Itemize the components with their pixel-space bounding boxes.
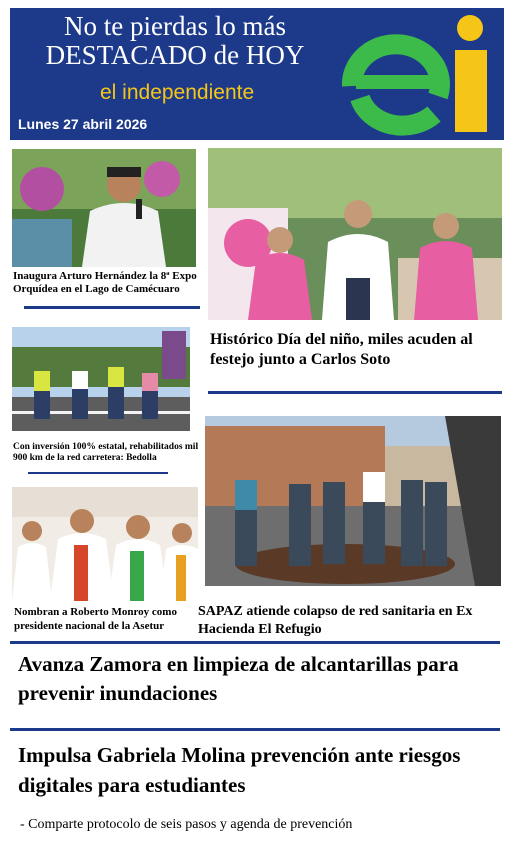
group-portrait-photo[interactable] [12, 487, 198, 601]
divider [10, 728, 500, 731]
main-subline: - Comparte protocolo de seis pasos y agenda de prevención [20, 817, 353, 832]
header-banner[interactable] [10, 8, 504, 140]
banner-line-1: No te pierdas lo más [64, 11, 286, 41]
road-workers-photo[interactable] [12, 327, 190, 431]
main-headline[interactable]: Impulsa Gabriela Molina prevención ante riesgos digitales para estudiantes [18, 743, 461, 797]
speaker-with-microphone-photo[interactable] [12, 149, 196, 267]
story-headline[interactable]: Inaugura Arturo Hernández la 8ª Expo Orquídea en el Lago de Camécuaro [13, 270, 197, 295]
story-headline[interactable]: Histórico Día del niño, miles acuden al festejo junto a Carlos Soto [210, 331, 473, 368]
story-headline[interactable]: Nombran a Roberto Monroy como presidente nacional de la Asetur [14, 606, 177, 632]
divider [10, 641, 500, 644]
story-headline[interactable]: Con inversión 100% estatal, rehabilitados mil 900 km de la red carretera: Bedolla [13, 442, 199, 463]
divider [24, 306, 200, 309]
issue-date: Lunes 27 abril 2026 [18, 116, 148, 132]
street-repair-photo[interactable] [205, 416, 501, 586]
banner-line-2: DESTACADO de HOY [45, 40, 305, 70]
story-headline[interactable]: SAPAZ atiende colapso de red sanitaria en Ex Hacienda El Refugio [198, 604, 473, 637]
main-headline[interactable]: Avanza Zamora en limpieza de alcantarillas para prevenir inundaciones [18, 652, 459, 705]
divider [28, 472, 168, 474]
event-group-photo[interactable] [208, 148, 502, 320]
ei-logo-icon [342, 12, 502, 136]
divider [208, 391, 502, 394]
brand-name: el independiente [100, 81, 255, 104]
